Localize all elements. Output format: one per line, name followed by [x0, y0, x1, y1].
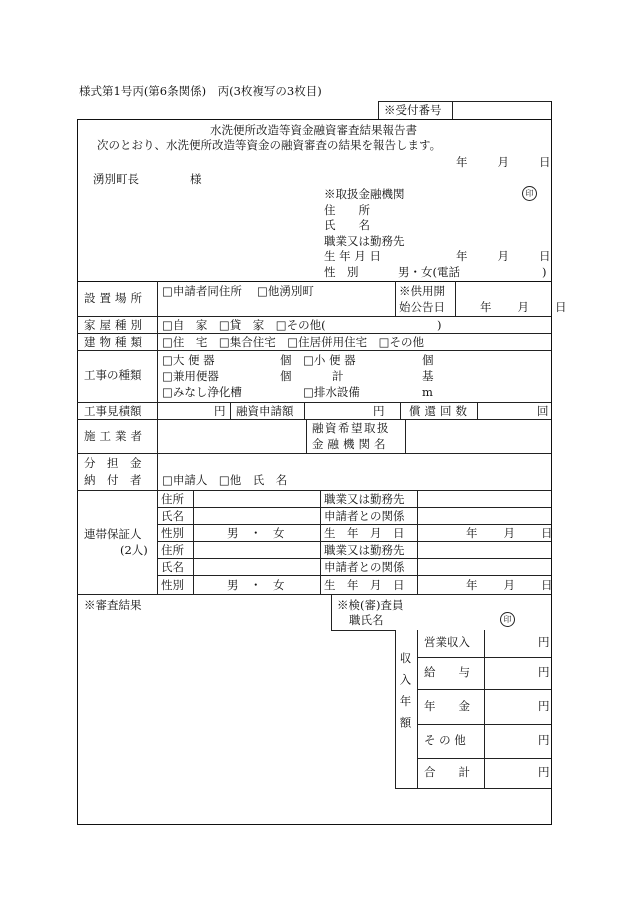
guarantor1-occupation-label: 職業又は勤務先: [324, 492, 405, 506]
loan-request-label: 融資申請額: [236, 404, 294, 418]
review-result-label: ※審査結果: [84, 598, 142, 612]
loan-request-yen: 円: [373, 404, 385, 418]
bank-birthdate-label: 生 年 月 日: [324, 249, 381, 263]
guarantor2-birthdate-label: 生 年 月 日: [324, 578, 405, 592]
payer-label-1: 分 担 金: [84, 456, 142, 470]
income-pension-yen: 円: [538, 699, 550, 713]
guarantor-count: (2人): [120, 543, 148, 557]
work-combo-checkbox[interactable]: □兼用便器: [162, 369, 219, 383]
install-other-town-checkbox[interactable]: □他湧別町: [257, 284, 314, 298]
guarantor1-address-label: 住所: [161, 492, 184, 506]
work-urinal-unit: 個: [422, 353, 434, 367]
guarantor2-sex-options: 男 ・ 女: [227, 578, 285, 592]
work-total-unit: 基: [422, 369, 434, 383]
preferred-bank-label-1: 融資希望取扱: [312, 421, 390, 435]
income-annual-label: 収入年額: [398, 652, 413, 738]
addressee-town-head: 湧別町長: [93, 172, 139, 186]
work-toilet-unit: 個: [280, 353, 292, 367]
income-salary-yen: 円: [538, 665, 550, 679]
guarantor1-birthdate-label: 生 年 月 日: [324, 526, 405, 540]
payer-label-2: 納 付 者: [84, 473, 142, 487]
income-pension-label: 年 金: [424, 699, 470, 713]
service-start-date: 年 月 日: [480, 300, 567, 314]
guarantor2-name-label: 氏名: [161, 560, 184, 574]
bank-sex-label: 性 別: [324, 265, 359, 279]
contractor-label: 施工業者: [84, 429, 146, 443]
guarantor2-relation-label: 申請者との関係: [324, 560, 405, 574]
guarantor1-sex-options: 男 ・ 女: [227, 526, 285, 540]
guarantor2-sex-label: 性別: [161, 578, 184, 592]
guarantor2-occupation-label: 職業又は勤務先: [324, 543, 405, 557]
income-other-label: そ の 他: [424, 733, 466, 747]
house-type-options[interactable]: □自 家 □貸 家 □その他(: [162, 318, 326, 332]
addressee-sama: 様: [190, 172, 202, 186]
service-start-label-1: ※供用開: [399, 284, 445, 298]
work-drainage-unit: m: [422, 385, 433, 399]
payer-options[interactable]: □申請人 □他 氏 名: [162, 473, 288, 487]
income-business-yen: 円: [538, 635, 550, 649]
building-type-label: 建物種類: [84, 335, 146, 349]
install-same-address-checkbox[interactable]: □申請者同住所: [162, 284, 242, 298]
guarantor1-birthdate-ymd: 年 月 日: [466, 526, 553, 540]
house-type-label: 家屋種別: [84, 318, 146, 332]
guarantor2-birthdate-ymd: 年 月 日: [466, 578, 553, 592]
work-septic-checkbox[interactable]: □みなし浄化槽: [162, 385, 242, 399]
seal-icon: 印: [522, 186, 537, 201]
bank-sex-options: 男・女(電話: [398, 265, 460, 279]
work-toilet-checkbox[interactable]: □大 便 器: [162, 353, 215, 367]
form-id: 様式第1号丙(第6条関係) 丙(3枚複写の3枚目): [79, 84, 322, 98]
intro-text: 次のとおり、水洗便所改造等資金の融資審査の結果を報告します。: [97, 138, 442, 152]
work-drainage-checkbox[interactable]: □排水設備: [303, 385, 360, 399]
income-business-label: 営業収入: [424, 635, 470, 649]
income-other-yen: 円: [538, 733, 550, 747]
report-date: 年 月 日: [456, 155, 551, 169]
work-total-label: 計: [332, 369, 344, 383]
house-type-close: ): [437, 318, 442, 332]
guarantor1-sex-label: 性別: [161, 526, 184, 540]
install-location-label: 設置場所: [84, 291, 146, 305]
work-urinal-checkbox[interactable]: □小 便 器: [303, 353, 356, 367]
guarantor2-address-label: 住所: [161, 543, 184, 557]
income-total-yen: 円: [538, 765, 550, 779]
repayment-count-unit: 回: [537, 404, 549, 418]
bank-name-label: ※取扱金融機関: [324, 187, 405, 201]
estimate-label: 工事見積額: [84, 404, 142, 418]
inspector-seal-icon: 印: [500, 612, 515, 627]
bank-occupation-label: 職業又は勤務先: [324, 234, 405, 248]
receipt-number-label: ※受付番号: [384, 103, 442, 117]
guarantor1-relation-label: 申請者との関係: [324, 509, 405, 523]
bank-birthdate-ymd: 年 月 日: [456, 249, 551, 263]
guarantor-label: 連帯保証人: [84, 527, 142, 541]
form-title: 水洗便所改造等資金融資審査結果報告書: [210, 123, 417, 137]
income-total-label: 合 計: [424, 765, 470, 779]
building-type-options[interactable]: □住 宅 □集合住宅 □住居併用住宅 □その他: [162, 335, 424, 349]
estimate-yen: 円: [214, 404, 226, 418]
repayment-count-label: 償還回数: [409, 404, 471, 418]
income-salary-label: 給 与: [424, 665, 470, 679]
inspector-name-label: 職氏名: [349, 613, 384, 627]
work-type-label: 工事の種類: [84, 368, 142, 382]
preferred-bank-label-2: 金融機関名: [312, 437, 390, 451]
work-combo-unit: 個: [280, 369, 292, 383]
bank-name2-label: 氏 名: [324, 218, 370, 232]
bank-close-paren: ): [542, 265, 547, 279]
service-start-label-2: 始公告日: [399, 300, 445, 314]
inspector-label: ※検(審)査員: [337, 598, 404, 612]
bank-address-label: 住 所: [324, 203, 370, 217]
guarantor1-name-label: 氏名: [161, 509, 184, 523]
